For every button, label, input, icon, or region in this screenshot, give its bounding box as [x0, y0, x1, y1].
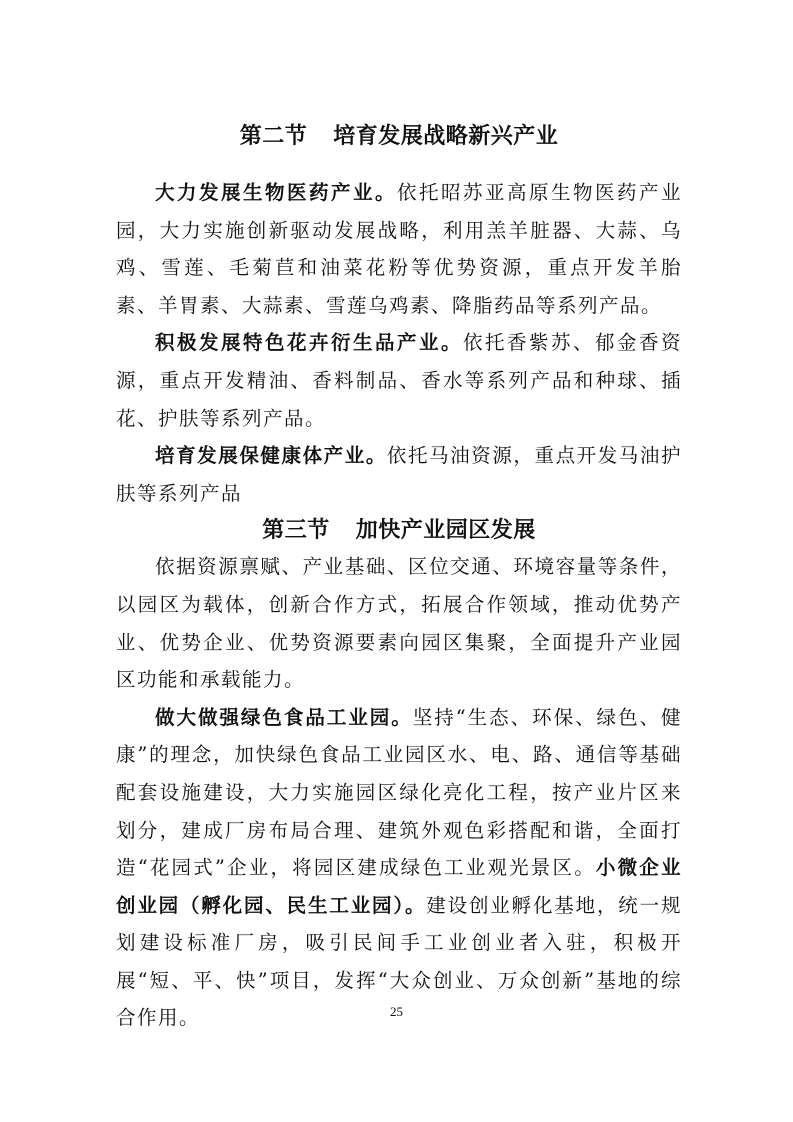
- paragraph-body: 坚持“生态、环保、绿色、健康”的理念，加快绿色食品工业园区水、电、路、通信等基础配套设施建设，大力实施园区绿化亮化工程，按产业片区来划分，建成厂房布局合理、建筑外观色彩搭配和谐，全面打造“花园式”企业，将园区建成绿色工业观光景区。: [116, 705, 682, 880]
- paragraph-lead: 积极发展特色花卉衍生品产业。: [155, 331, 463, 355]
- paragraph-lead: 做大做强绿色食品工业园。: [155, 705, 413, 729]
- page-number: 25: [390, 1004, 403, 1019]
- page-content: [116, 118, 682, 1037]
- paragraph-biomedicine: [116, 174, 682, 324]
- paragraph-health: [116, 437, 682, 512]
- paragraph-lead: 培育发展保健康体产业。: [155, 444, 387, 468]
- paragraph-lead-2: 小微企业创业园（孵化园、民生工业园）。: [116, 856, 682, 917]
- paragraph-lead: 大力发展生物医药产业。: [155, 181, 397, 204]
- section-title-3: [116, 512, 682, 548]
- section-heading: 培育发展战略新兴产业: [333, 123, 559, 149]
- paragraph-body: 依据资源禀赋、产业基础、区位交通、环境容量等条件，以园区为载体，创新合作方式，拓展合作领域，推动优势产业、优势企业、优势资源要素向园区集聚，全面提升产业园区功能和承载能力。: [116, 555, 682, 692]
- paragraph-body: 依托香紫苏、郁金香资源，重点开发精油、香料制品、香水等系列产品和种球、插花、护肤等系列产品。: [116, 331, 682, 430]
- section-number: 第三节: [262, 517, 330, 544]
- section-number: 第二节: [239, 123, 308, 149]
- paragraph-green-food-park: [116, 699, 682, 1037]
- paragraph-body: 依托昭苏亚高原生物医药产业园，大力实施创新驱动发展战略，利用羔羊脏器、大蒜、乌鸡、雪莲、毛菊苣和油菜花粉等优势资源，重点开发羊胎素、羊胃素、大蒜素、雪莲乌鸡素、降脂药品等系列产品。: [116, 181, 682, 317]
- paragraph-body: 依托马油资源，重点开发马油护肤等系列产品: [116, 444, 682, 505]
- paragraph-body-2: 建设创业孵化基地，统一规划建设标准厂房，吸引民间手工业创业者入驻，积极开展“短、平、快”项目，发挥“大众创业、万众创新”基地的综合作用。: [116, 893, 682, 1030]
- section-title-2: [116, 118, 682, 154]
- paragraph-parks-intro: [116, 548, 682, 698]
- section-heading: 加快产业园区发展: [355, 517, 536, 544]
- paragraph-flowers: [116, 324, 682, 437]
